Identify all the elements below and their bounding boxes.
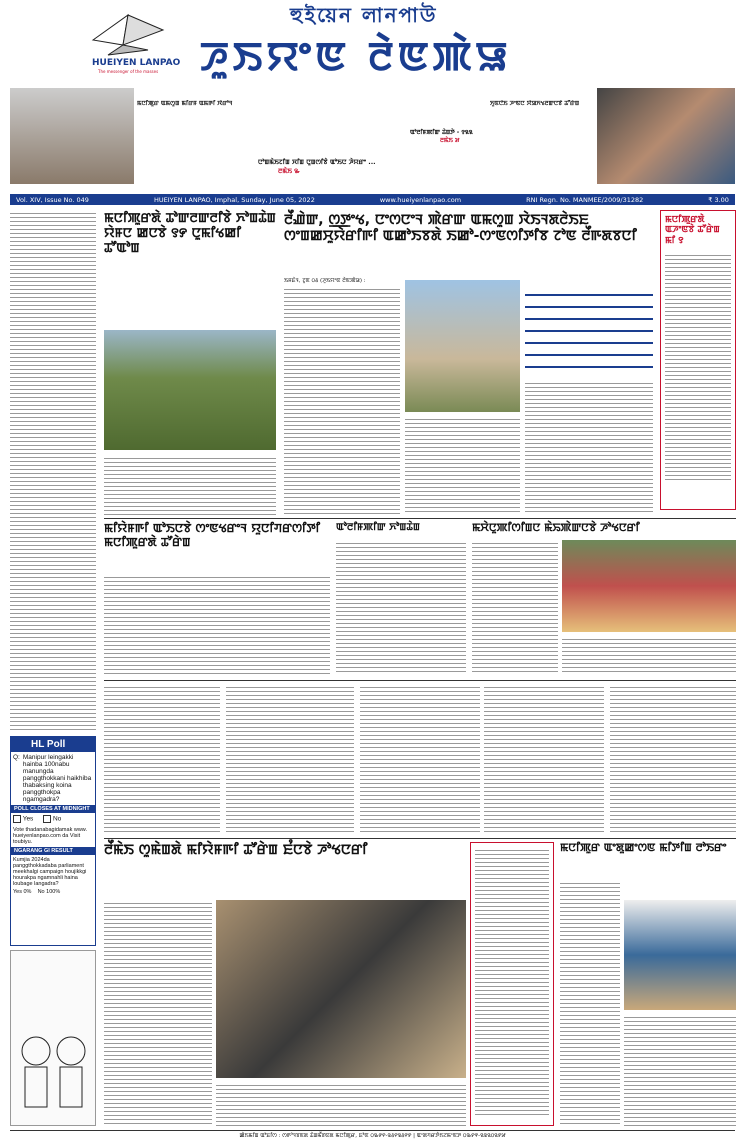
lead-main-body-col2 — [405, 416, 520, 514]
bottom-right-photo — [624, 900, 736, 1010]
teaser-olympic-page: ꯂꯃꯥꯏ ꯷ — [440, 137, 460, 144]
teaser-center-page: ꯂꯃꯥꯏ ꯳ — [278, 167, 300, 175]
lead-left-photo — [104, 330, 276, 450]
section-divider-2 — [104, 680, 736, 681]
masthead — [0, 0, 743, 90]
top-photo-left — [10, 88, 134, 184]
teaser-center-title: ꯅꯣꯡꯃꯥꯏꯖꯤꯡ ꯆꯤꯡ ꯅꯨꯡꯁꯤꯕꯥ ꯑꯣꯏꯅ ꯍꯥꯌꯔꯦ ... — [258, 158, 376, 166]
poll-q-label: Q: — [13, 754, 20, 761]
bottom-main-headline: ꯂꯩꯃꯥꯏ ꯁꯨꯃꯥꯡꯗꯥ ꯃꯤꯌꯥꯝꯒꯤ ꯊꯧꯔꯥꯡ ꯐꯪꯅꯕꯥ ꯍꯣꯠꯅꯔꯤ — [104, 842, 368, 858]
lower-col-4 — [484, 684, 604, 834]
supreme-court-photo — [405, 280, 520, 412]
lead-main-dateline: ꯏꯝꯐꯥꯜ, ꯖꯨꯟ ꯰꯴ (ꯍꯨꯏꯌꯦꯟ ꯂꯥꯟꯄꯥꯎ) : — [284, 278, 366, 284]
price: ₹ 3.00 — [708, 195, 729, 204]
poll-vote-text: Vote thadanabagidamak www. hueiyenlanpao.com da Visit toubiyu. — [13, 827, 87, 845]
title-line-1: হুইয়েন লানপাউ — [290, 3, 438, 27]
info-bar — [10, 194, 735, 205]
mid-left-body — [104, 574, 330, 674]
top-left-teaser — [137, 100, 235, 180]
poll-no-checkbox[interactable] — [43, 815, 51, 823]
mid-right-body — [472, 540, 558, 674]
footer-text: ꯀꯥꯏꯃꯤꯡ ꯑꯣꯐꯤꯁ : ꯁꯒꯣꯜꯕꯟꯗ ꯊꯥꯡꯃꯩꯕꯟꯗ ꯃꯅꯤꯄꯨꯔ, ꯐꯣꯟ ꯰꯳꯸꯵-꯲꯴꯵꯲꯴꯵꯸ | ꯑꯦꯗꯚꯔꯇꯥꯏꯖꯃꯦꯟꯇ ꯰꯳꯸꯵-꯲꯲꯲꯰꯲꯸꯷ — [239, 1133, 506, 1139]
teaser-right — [490, 100, 590, 180]
lead-main-body-col3 — [525, 380, 653, 514]
poll-closes: POLL CLOSES AT MIDNIGHT — [11, 805, 95, 813]
poll-yes: Yes — [22, 815, 34, 823]
teaser-right-text: ꯈꯨꯟꯅꯥꯏ ꯍꯦꯟꯅ ꯆꯥꯎꯈꯠꯂꯛꯅꯕꯥ ꯊꯧꯔꯥꯡ — [490, 100, 580, 107]
rni-number: RNI Regn. No. MANMEE/2009/31282 — [526, 195, 644, 204]
hl-poll-box — [10, 736, 96, 946]
mid-right-photo — [562, 540, 736, 632]
website[interactable]: www.hueiyenlanpao.com — [379, 195, 462, 204]
lower-col-5 — [610, 684, 736, 834]
lower-col-3 — [360, 684, 480, 834]
lead-main-body-col1 — [284, 286, 400, 514]
poll-question: Manipur leingakki hainba 100nabu manungda panggthokkani haikhiba thabaksing koina panggthokpa ngamgadra? — [22, 754, 92, 803]
right-feature-headline: ꯃꯅꯤꯄꯨꯔꯗꯥ ꯑꯍꯦꯟꯕꯥ ꯊꯧꯔꯥꯡ ꯃꯤ ꯱ — [665, 215, 720, 246]
bottom-red-box-body — [475, 847, 549, 1117]
mid-left-headline: ꯃꯤꯌꯥꯝꯒꯤ ꯑꯣꯏꯅꯕꯥ ꯁꯦꯟꯠꯔꯦꯜ ꯌꯨꯅꯤꯚꯔꯁꯤꯇꯤ ꯃꯅꯤꯄꯨꯔꯗꯥ ꯊꯧꯔꯥꯡ — [104, 521, 321, 549]
poll-title: HL Poll — [11, 737, 95, 752]
lead-left-headline: ꯃꯅꯤꯄꯨꯔꯗꯥ ꯊꯣꯛꯂꯛꯂꯤꯕꯥ ꯈꯣꯡꯊꯥꯡ ꯌꯥꯝꯅ ꯀꯅꯕꯥ ꯱꯸ ꯅꯨꯃꯤꯠꯀꯤ ꯊꯧꯑꯣꯡ — [104, 211, 276, 256]
volume-issue: Vol. XIV, Issue No. 049 — [16, 195, 89, 204]
lead-left-body — [104, 455, 276, 515]
bottom-main-body-2 — [216, 1082, 466, 1126]
lower-col-2 — [226, 684, 354, 834]
logo-name: HUEIYEN LANPAO — [92, 58, 181, 68]
dateline-bar: HUEIYEN LANPAO, Imphal, Sunday, June 05, 2022 — [153, 195, 315, 204]
left-column-text — [10, 210, 96, 730]
poll-yes-checkbox[interactable] — [13, 815, 21, 823]
poll-result-yes: Yes 0% — [13, 889, 32, 895]
footer — [10, 1130, 735, 1141]
mid-center-headline: ꯑꯣꯂꯤꯝꯄꯤꯛ ꯈꯣꯡꯊꯥꯡ — [336, 522, 420, 533]
lead-main-subhead — [525, 284, 653, 376]
logo-tagline: The messenger of the masses — [98, 69, 159, 74]
bottom-right-body-2 — [624, 1014, 736, 1126]
bottom-right-body — [560, 880, 620, 1126]
section-divider — [104, 518, 736, 519]
mid-right-headline: ꯃꯆꯥꯅꯨꯄꯤꯁꯤꯡꯅ ꯃꯥꯢꯄꯥꯛꯅꯕꯥ ꯍꯣꯠꯅꯔꯤ — [472, 521, 640, 534]
poll-result-title: NGARANG GI RESULT — [11, 847, 95, 855]
lower-col-1 — [104, 684, 220, 834]
poll-result-no: No 100% — [37, 889, 61, 895]
right-feature-box — [660, 210, 736, 510]
section-divider-3 — [104, 838, 736, 839]
teaser-olympic — [410, 128, 490, 144]
poll-no: No — [52, 815, 62, 823]
bottom-red-box — [470, 842, 554, 1126]
mid-right-body-2 — [562, 636, 736, 674]
top-photo-right — [597, 88, 735, 184]
origami-bird-logo — [88, 10, 168, 65]
title-line-2: ꯍꯨꯏꯌꯦꯟ ꯂꯥꯟꯄꯥꯎ — [200, 33, 512, 80]
bottom-main-body — [104, 900, 212, 1126]
teaser-olympic-text: ꯑꯣꯂꯤꯝꯄꯤꯛ ꯊꯥꯡꯇꯥ - ꯱꯲꯲ — [410, 129, 473, 136]
teaser-text: ꯃꯅꯤꯄꯨꯔ ꯑꯃꯁꯨꯡ ꯃꯤꯔꯝ ꯑꯃꯒꯤ ꯋꯥꯔꯣꯜ — [137, 100, 233, 107]
cartoon-drawing — [11, 951, 95, 1121]
bottom-main-photo — [216, 900, 466, 1078]
cartoon — [10, 950, 96, 1126]
mid-center-body — [336, 540, 466, 674]
bottom-right-headline: ꯃꯅꯤꯄꯨꯔ ꯑꯦꯗꯨꯀꯦꯁꯟ ꯃꯤꯇꯤꯡ ꯂꯣꯏꯔꯦ — [560, 841, 727, 854]
poll-result-question: Kumjia 2024da panggthokkadaba parliament meekhalgi campaign houjikkgi hourakpa ngamnahli haina loubage langadra? — [13, 857, 87, 887]
lead-main-headline: ꯂꯩꯉꯥꯛ, ꯁ꯭ꯇꯦꯠ, ꯅꯦꯁꯅꯦꯜ ꯄꯥꯔꯛ ꯑꯃꯁꯨꯡ ꯋꯥꯏꯜꯗꯂꯥꯏꯐ ꯁꯦꯡꯀꯆꯨꯌꯥꯔꯤꯒꯤ ꯑꯀꯣꯏꯕꯗꯥ ꯏꯀꯣ-ꯁꯦꯟꯁꯤꯇꯤꯕ ꯖꯣꯟ ꯂꯩꯒꯗꯕꯅꯤ — [284, 212, 637, 245]
right-feature-body — [665, 252, 731, 482]
